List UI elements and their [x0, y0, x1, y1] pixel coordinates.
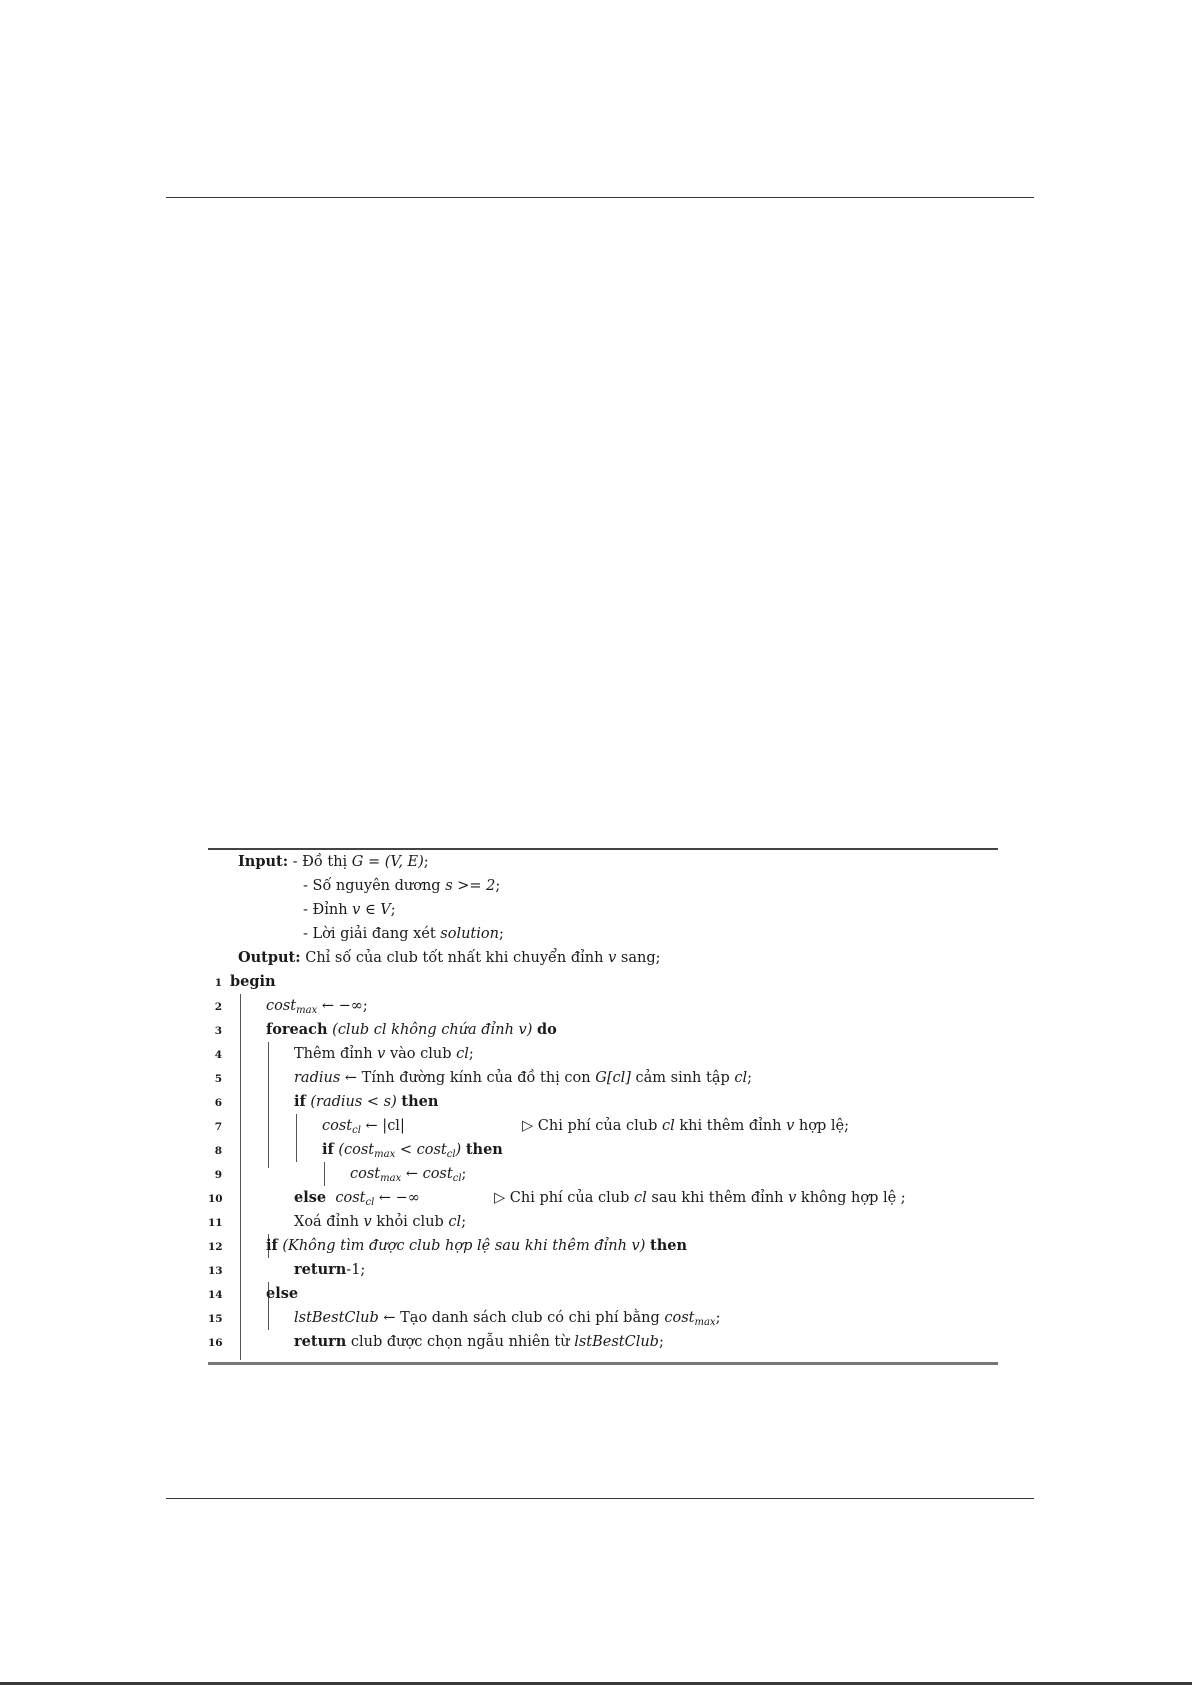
line-number: 8 [214, 1145, 222, 1157]
algorithm-box [208, 848, 998, 1366]
keyword: return [294, 1261, 347, 1278]
footer-rule [166, 1498, 1034, 1499]
algo-line-7 [208, 1114, 998, 1138]
text: Thêm đỉnh [294, 1046, 378, 1062]
math-var: v [786, 1118, 795, 1134]
math-sub: cl [365, 1197, 375, 1208]
math-sub: max [694, 1317, 716, 1328]
line-number: 1 [214, 977, 222, 989]
input-end: ; [495, 878, 501, 894]
math-var: radius [294, 1070, 341, 1086]
condition: (cost [333, 1142, 375, 1158]
input-text: - Lời giải đang xét [303, 926, 441, 942]
math-rest: ← |cl| [360, 1118, 405, 1134]
input-end: ; [498, 926, 504, 942]
comment: ▷ Chi phí của club [494, 1190, 635, 1206]
output-label: Output: [238, 949, 301, 966]
keyword: then [401, 1093, 439, 1110]
input-line-1 [238, 850, 429, 874]
comment: khi thêm đỉnh [674, 1118, 787, 1134]
text: ; [658, 1334, 664, 1350]
output-line [238, 946, 661, 970]
algo-line-1 [208, 970, 998, 994]
line-number: 9 [214, 1169, 222, 1181]
text: club được chọn ngẫu nhiên từ [346, 1334, 575, 1350]
line-number: 3 [214, 1025, 222, 1037]
input-end: ; [390, 902, 396, 918]
line-number: 16 [208, 1337, 223, 1349]
keyword: return [294, 1333, 347, 1350]
algo-line-2 [208, 994, 998, 1018]
math-var: v [377, 1046, 386, 1062]
keyword: else [294, 1189, 327, 1206]
keyword: begin [230, 973, 276, 990]
algo-line-11 [208, 1210, 998, 1234]
comment: sau khi thêm đỉnh [646, 1190, 789, 1206]
math-var: cost [664, 1310, 695, 1326]
math-sub: cl [452, 1173, 462, 1184]
text: ← Tạo danh sách club có chi phí bằng [378, 1310, 665, 1326]
algo-line-8 [208, 1138, 998, 1162]
output-text: Chỉ số của club tốt nhất khi chuyển đỉnh [305, 950, 609, 966]
comment: không hợp lệ ; [796, 1190, 906, 1206]
math-rest: ← −∞; [317, 998, 368, 1014]
math-var: cl [734, 1070, 748, 1086]
algo-line-6 [208, 1090, 998, 1114]
keyword: foreach [266, 1021, 328, 1038]
input-math: G = (V, E) [351, 854, 424, 870]
math-var: cost [266, 998, 297, 1014]
condition: (Không tìm được club hợp lệ sau khi thêm đỉnh v) [277, 1238, 650, 1254]
condition: (radius < s) [305, 1094, 402, 1110]
line-number: 4 [214, 1049, 222, 1061]
text: khỏi club [371, 1214, 449, 1230]
math-sub: cl [446, 1149, 456, 1160]
line-number: 6 [214, 1097, 222, 1109]
input-text: - Đồ thị [292, 854, 352, 870]
header-rule [166, 197, 1034, 198]
line-number: 11 [208, 1217, 223, 1229]
algo-line-15 [208, 1306, 998, 1330]
text: ← Tính đường kính của đồ thị con [340, 1070, 596, 1086]
algo-line-10 [208, 1186, 998, 1210]
input-line-3 [303, 898, 396, 922]
algo-line-12 [208, 1234, 998, 1258]
comment: ▷ Chi phí của club [522, 1118, 663, 1134]
output-end: sang; [616, 950, 661, 966]
line-number: 12 [208, 1241, 223, 1253]
input-line-4 [303, 922, 504, 946]
algo-line-9 [208, 1162, 998, 1186]
algo-line-3 [208, 1018, 998, 1042]
keyword: else [266, 1285, 299, 1302]
line-number: 13 [208, 1265, 223, 1277]
math-var: cl [456, 1046, 469, 1062]
math-var: cl [634, 1190, 647, 1206]
math-sub: cl [352, 1125, 361, 1136]
line-number: 10 [208, 1193, 223, 1205]
keyword: if [322, 1141, 334, 1158]
input-line-2 [303, 874, 500, 898]
input-text: - Đỉnh [303, 902, 353, 918]
input-math: s >= 2 [445, 878, 496, 894]
math-rest: ← cost [401, 1166, 453, 1182]
output-math: v [608, 950, 617, 966]
math-var: cl [662, 1118, 675, 1134]
keyword: if [294, 1093, 306, 1110]
text: ; [461, 1214, 467, 1230]
algo-line-14 [208, 1282, 998, 1306]
algo-line-4 [208, 1042, 998, 1066]
input-math: v ∈ V [352, 902, 391, 918]
math-var: cost [322, 1118, 353, 1134]
algorithm-bottom-rule [208, 1362, 998, 1365]
math-var: G[cl] [595, 1070, 631, 1086]
math-var: v [788, 1190, 797, 1206]
keyword: then [465, 1141, 503, 1158]
input-label: Input: [238, 853, 289, 870]
text: ; [715, 1310, 721, 1326]
math-var: cost [350, 1166, 381, 1182]
input-text: - Số nguyên dương [303, 878, 446, 894]
math-rest: ← −∞ [374, 1190, 420, 1206]
algo-line-13 [208, 1258, 998, 1282]
math-sub: max [296, 1005, 318, 1016]
condition: < cost [395, 1142, 447, 1158]
algo-line-16 [208, 1330, 998, 1354]
math-var: lstBestClub [574, 1334, 659, 1350]
line-number: 7 [214, 1121, 222, 1133]
text: Xoá đỉnh [294, 1214, 364, 1230]
math-rest: ; [461, 1166, 467, 1182]
comment: hợp lệ; [794, 1118, 849, 1134]
math-sub: max [374, 1149, 396, 1160]
keyword: then [650, 1237, 688, 1254]
text: ; [747, 1070, 753, 1086]
line-number: 14 [208, 1289, 223, 1301]
math-var: cost [335, 1190, 366, 1206]
input-end: ; [423, 854, 429, 870]
line-number: 5 [214, 1073, 222, 1085]
condition: (club cl không chứa đỉnh v) [327, 1022, 537, 1038]
text: vào club [385, 1046, 457, 1062]
math-var: cl [448, 1214, 462, 1230]
algo-line-5 [208, 1066, 998, 1090]
line-number: 2 [214, 1001, 222, 1013]
input-math: solution [440, 926, 499, 942]
condition: ) [455, 1142, 466, 1158]
text: ; [468, 1046, 474, 1062]
math-var: v [363, 1214, 372, 1230]
math-sub: max [380, 1173, 402, 1184]
keyword: if [266, 1237, 278, 1254]
text: -1; [346, 1262, 366, 1278]
line-number: 15 [208, 1313, 223, 1325]
keyword: do [536, 1021, 557, 1038]
math-var: lstBestClub [294, 1310, 379, 1326]
text: cảm sinh tập [630, 1070, 735, 1086]
